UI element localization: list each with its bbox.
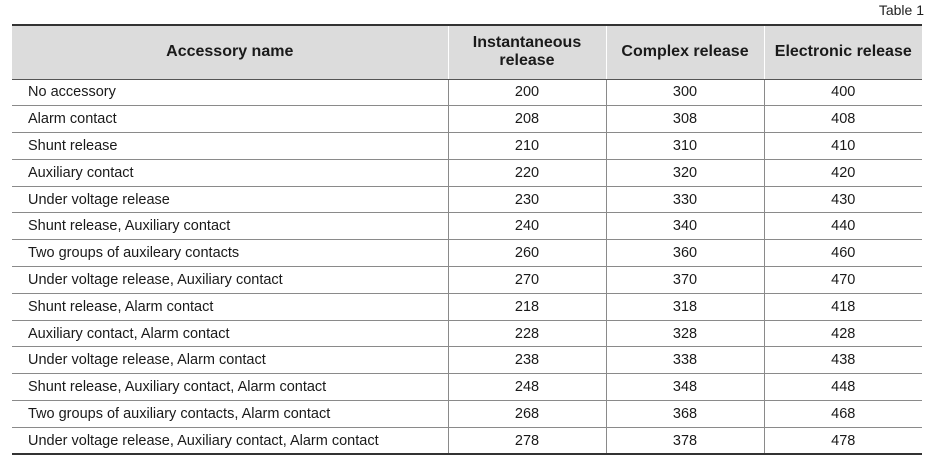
table-row: [12, 374, 922, 401]
table-row: [12, 320, 922, 347]
header-electronic-release: Electronic release: [764, 25, 922, 79]
cell-electronic-release: 430: [764, 186, 922, 213]
cell-instantaneous-release: 200: [448, 79, 606, 106]
cell-accessory-name: Two groups of auxiliary contacts, Alarm contact: [12, 401, 448, 428]
table-row: [12, 79, 922, 106]
cell-electronic-release: 408: [764, 106, 922, 133]
cell-electronic-release: 478: [764, 427, 922, 454]
cell-accessory-name: Under voltage release, Alarm contact: [12, 347, 448, 374]
cell-instantaneous-release: 268: [448, 401, 606, 428]
accessory-table: [12, 24, 922, 455]
cell-electronic-release: 410: [764, 133, 922, 160]
cell-electronic-release: 470: [764, 267, 922, 294]
table-row: [12, 267, 922, 294]
cell-complex-release: 330: [606, 186, 764, 213]
cell-instantaneous-release: 248: [448, 374, 606, 401]
cell-accessory-name: Shunt release, Auxiliary contact: [12, 213, 448, 240]
cell-complex-release: 340: [606, 213, 764, 240]
cell-electronic-release: 420: [764, 159, 922, 186]
cell-accessory-name: Shunt release, Auxiliary contact, Alarm contact: [12, 374, 448, 401]
table-caption: Table 1: [878, 2, 924, 18]
cell-accessory-name: Auxiliary contact, Alarm contact: [12, 320, 448, 347]
cell-complex-release: 328: [606, 320, 764, 347]
table-row: [12, 106, 922, 133]
table-body: [12, 79, 922, 454]
cell-complex-release: 308: [606, 106, 764, 133]
cell-instantaneous-release: 238: [448, 347, 606, 374]
header-complex-release: Complex release: [606, 25, 764, 79]
cell-instantaneous-release: 240: [448, 213, 606, 240]
table-row: [12, 213, 922, 240]
cell-electronic-release: 468: [764, 401, 922, 428]
cell-instantaneous-release: 260: [448, 240, 606, 267]
cell-complex-release: 300: [606, 79, 764, 106]
cell-accessory-name: Shunt release, Alarm contact: [12, 293, 448, 320]
header-instantaneous-release: Instantaneous release: [448, 25, 606, 79]
cell-complex-release: 378: [606, 427, 764, 454]
cell-accessory-name: Alarm contact: [12, 106, 448, 133]
table-row: [12, 347, 922, 374]
cell-instantaneous-release: 230: [448, 186, 606, 213]
table-row: [12, 401, 922, 428]
cell-accessory-name: Under voltage release, Auxiliary contact: [12, 267, 448, 294]
table-row: [12, 240, 922, 267]
cell-complex-release: 338: [606, 347, 764, 374]
cell-complex-release: 348: [606, 374, 764, 401]
header-accessory-name: Accessory name: [12, 25, 448, 79]
cell-instantaneous-release: 210: [448, 133, 606, 160]
cell-complex-release: 370: [606, 267, 764, 294]
cell-instantaneous-release: 228: [448, 320, 606, 347]
cell-electronic-release: 438: [764, 347, 922, 374]
cell-complex-release: 360: [606, 240, 764, 267]
cell-electronic-release: 400: [764, 79, 922, 106]
cell-accessory-name: Under voltage release: [12, 186, 448, 213]
table-header: [12, 25, 922, 79]
cell-accessory-name: No accessory: [12, 79, 448, 106]
table-row: [12, 159, 922, 186]
cell-instantaneous-release: 278: [448, 427, 606, 454]
cell-instantaneous-release: 220: [448, 159, 606, 186]
cell-complex-release: 320: [606, 159, 764, 186]
table-row: [12, 427, 922, 454]
cell-accessory-name: Auxiliary contact: [12, 159, 448, 186]
cell-accessory-name: Two groups of auxileary contacts: [12, 240, 448, 267]
cell-complex-release: 368: [606, 401, 764, 428]
header-row: [12, 25, 922, 79]
cell-instantaneous-release: 208: [448, 106, 606, 133]
cell-electronic-release: 460: [764, 240, 922, 267]
cell-complex-release: 318: [606, 293, 764, 320]
cell-instantaneous-release: 218: [448, 293, 606, 320]
cell-accessory-name: Shunt release: [12, 133, 448, 160]
cell-electronic-release: 418: [764, 293, 922, 320]
cell-electronic-release: 440: [764, 213, 922, 240]
table-row: [12, 293, 922, 320]
cell-complex-release: 310: [606, 133, 764, 160]
cell-electronic-release: 448: [764, 374, 922, 401]
cell-electronic-release: 428: [764, 320, 922, 347]
table-row: [12, 133, 922, 160]
table-row: [12, 186, 922, 213]
cell-instantaneous-release: 270: [448, 267, 606, 294]
cell-accessory-name: Under voltage release, Auxiliary contact, Alarm contact: [12, 427, 448, 454]
